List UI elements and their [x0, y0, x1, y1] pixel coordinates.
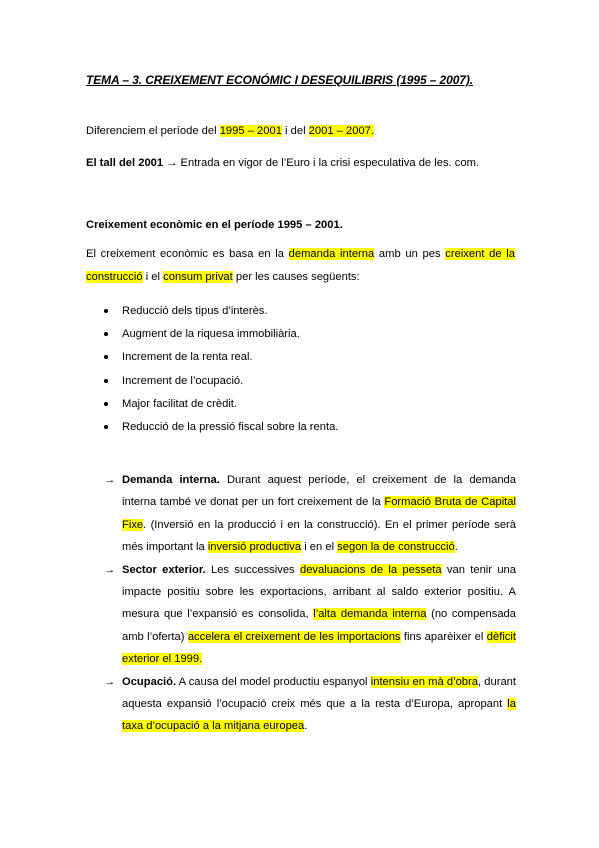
paragraph-text: amb un pes — [374, 248, 446, 260]
point-text: . — [454, 541, 458, 554]
bullet-icon — [104, 402, 108, 406]
point-demanda-interna — [104, 469, 516, 559]
list-item — [86, 395, 506, 418]
point-text: A causa del model productiu espanyol — [176, 675, 371, 688]
intro-text: i del — [281, 125, 309, 137]
bullet-icon — [104, 379, 108, 383]
arrow-icon: → — [104, 675, 116, 688]
section-paragraph — [86, 243, 515, 288]
arrow-icon: → — [104, 474, 116, 486]
list-item — [86, 325, 506, 348]
points-list — [104, 469, 516, 738]
intro-text: Diferenciem el període del — [86, 125, 220, 137]
highlight: devaluacions de la pesseta — [299, 563, 442, 576]
tall-label: El tall del 2001 — [86, 157, 164, 169]
list-item — [86, 418, 506, 441]
point-text: . — [304, 720, 308, 733]
list-item — [86, 372, 506, 395]
causes-list — [86, 302, 506, 441]
point-label: Sector exterior. — [122, 563, 206, 576]
list-item-text: Reducció dels tipus d’interès. — [122, 305, 268, 317]
highlight: inversió productiva — [207, 541, 302, 554]
tall-text: Entrada en vigor de l’Euro i la crisi especulativa de les. com. — [177, 157, 480, 169]
point-sector-exterior — [104, 559, 516, 671]
list-item-text: Increment de la renta real. — [122, 351, 253, 364]
arrow-icon: → — [104, 563, 116, 576]
arrow-icon: → — [166, 157, 178, 169]
highlight: l’alta demanda interna — [313, 608, 427, 621]
list-item — [86, 348, 506, 371]
bullet-icon — [104, 332, 108, 336]
paragraph-text: El creixement econòmic es basa en la — [86, 248, 289, 260]
point-text: , durant aquesta expansió l’ocupació creix més que a la resta d’Europa, apropant — [122, 675, 516, 711]
highlight-period-1: 1995 – 2001 — [219, 125, 282, 137]
paragraph-text: i el — [142, 270, 164, 283]
point-label: Demanda interna. — [122, 474, 220, 486]
section-heading: Creixement econòmic en el període 1995 – 2001. — [86, 219, 343, 231]
bullet-icon — [104, 425, 108, 429]
list-item-text: Reducció de la pressió fiscal sobre la renta. — [122, 420, 339, 433]
intro-periods — [86, 125, 374, 137]
highlight-period-2: 2001 – 2007. — [308, 125, 374, 137]
point-text: i en el — [301, 541, 338, 554]
point-ocupacio — [104, 671, 516, 738]
page-title: TEMA – 3. CREIXEMENT ECONÓMIC I DESEQUILIBRIS (1995 – 2007). — [86, 73, 473, 87]
highlight-consum-privat: consum privat — [163, 270, 233, 283]
highlight: intensiu en mà d’obra — [370, 675, 478, 688]
point-label: Ocupació. — [122, 675, 177, 688]
highlight-demanda-interna: demanda interna — [288, 248, 375, 260]
highlight: segon la de construcció — [337, 541, 455, 554]
highlight: dèficit exterior el 1999. — [122, 630, 516, 666]
highlight: accelera el creixement de les importacions — [187, 630, 401, 643]
list-item-text: Major facilitat de crèdit. — [122, 397, 238, 410]
highlight-construccio: creixent de la construcció — [86, 248, 516, 283]
highlight: la taxa d’ocupació a la mitjana europea — [122, 698, 516, 733]
list-item-text: Increment de l’ocupació. — [122, 374, 244, 387]
point-text: fins aparèixer el — [400, 630, 487, 643]
list-item-text: Augment de la riquesa immobiliària. — [122, 328, 300, 341]
list-item — [86, 302, 506, 325]
point-text: van tenir una impacte positiu sobre les exportacions, arribant al saldo exterior positiu. A mesura que l’expansió es consolida, — [122, 563, 516, 621]
point-text: (no compensada amb l’oferta) — [122, 608, 516, 643]
bullet-icon — [104, 309, 108, 313]
point-text: . (Inversió en la producció i en la construcció). En el primer període serà més important la — [122, 518, 516, 554]
highlight: Formació Bruta de Capital Fixe — [122, 496, 516, 531]
point-text: Durant aquest període, el creixement de la demanda interna també ve donat per un fort creixement de la — [122, 474, 516, 509]
bullet-icon — [104, 355, 108, 359]
point-text: Les successives — [205, 563, 300, 576]
intro-tall — [86, 157, 479, 169]
paragraph-text: per les causes següents: — [232, 270, 360, 283]
